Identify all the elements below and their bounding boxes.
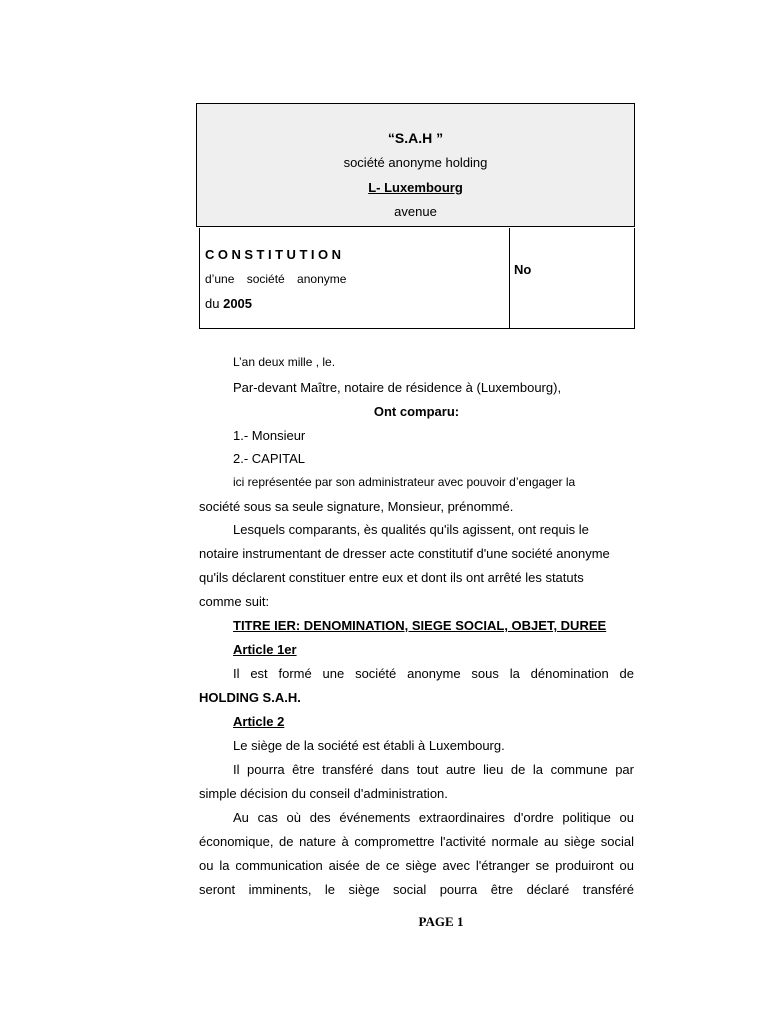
appeared-heading: Ont comparu: (373, 404, 460, 419)
constitution-table (199, 228, 635, 329)
party-item-2: 2.- CAPITAL (233, 451, 306, 466)
paragraph-line: comme suit: (199, 594, 270, 609)
representation-line-2: société sous sa seule signature, Monsieur, prénommé. (199, 499, 514, 514)
paragraph-line: économique, de nature à compromettre l'activité normale au siège social (199, 834, 634, 849)
paragraph-line: Lesquels comparants, ès qualités qu'ils agissent, ont requis le (233, 522, 589, 537)
constitution-title: CONSTITUTION (205, 247, 345, 262)
date-prefix: du (205, 296, 220, 311)
company-street: avenue (394, 204, 437, 219)
party-item-1: 1.- Monsieur (233, 428, 306, 443)
act-number-label: No (514, 262, 532, 277)
article-1-text: Il est formé une société anonyme sous la dénomination de (233, 666, 634, 681)
paragraph-line: Il pourra être transféré dans tout autre lieu de la commune par (233, 762, 634, 777)
body-line-date: L’an deux mille , le. (233, 355, 336, 369)
company-type: société anonyme holding (343, 155, 488, 170)
company-header-box (196, 103, 635, 227)
constitution-subtitle: d’une société anonyme (205, 272, 347, 286)
title-heading: TITRE IER: DENOMINATION, SIEGE SOCIAL, OBJET, DUREE (233, 618, 607, 633)
paragraph-line: simple décision du conseil d'administration. (199, 786, 448, 801)
paragraph-line: Le siège de la société est établi à Luxembourg. (233, 738, 505, 753)
date-year: 2005 (223, 296, 253, 311)
constitution-date (205, 296, 252, 311)
paragraph-line: ou la communication aisée de ce siège avec l'étranger se produiront ou (199, 858, 634, 873)
representation-line-1: ici représentée par son administrateur avec pouvoir d’engager la (233, 475, 576, 489)
company-name: “S.A.H ” (387, 130, 444, 146)
paragraph-line: seront imminents, le siège social pourra être déclaré transféré (199, 882, 634, 897)
page-number: PAGE 1 (418, 914, 464, 929)
body-line-notary: Par-devant Maître, notaire de résidence à (Luxembourg), (233, 380, 562, 395)
article-1-heading: Article 1er (233, 642, 297, 657)
company-denomination: HOLDING S.A.H. (199, 690, 301, 705)
paragraph-line: Au cas où des événements extraordinaires d'ordre politique ou (233, 810, 634, 825)
article-2-heading: Article 2 (233, 714, 285, 729)
paragraph-line: notaire instrumentant de dresser acte constitutif d'une société anonyme (199, 546, 610, 561)
table-divider (509, 228, 510, 328)
company-city: L- Luxembourg (368, 180, 463, 195)
paragraph-line: qu'ils déclarent constituer entre eux et dont ils ont arrêté les statuts (199, 570, 584, 585)
